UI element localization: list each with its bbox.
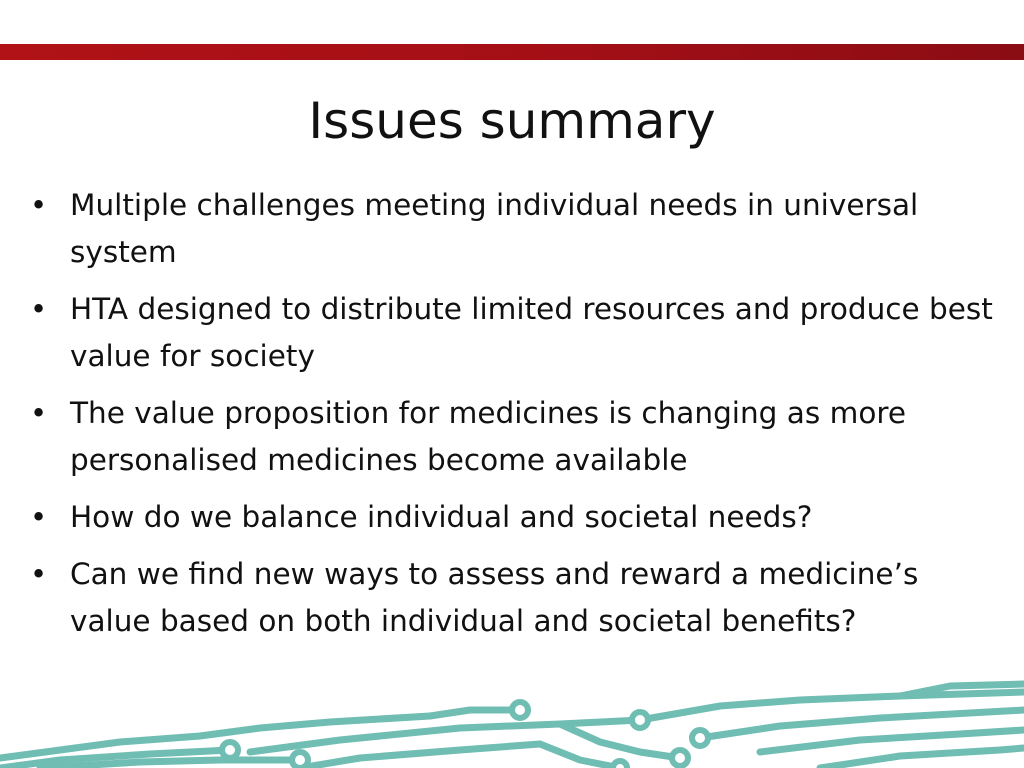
bullet-item [28, 182, 1008, 276]
bullet-text: The value proposition for medicines is changing as more personalised medicines become available [70, 396, 907, 477]
bullet-text: Multiple challenges meeting individual needs in universal system [70, 188, 919, 269]
bullet-text: How do we balance individual and societal needs? [70, 500, 813, 534]
bullet-item [28, 551, 1008, 645]
bullet-item [28, 494, 1008, 541]
bullet-marker: • [30, 557, 48, 591]
bullet-item [28, 390, 1008, 484]
bullet-marker: • [30, 500, 48, 534]
bullet-marker: • [30, 396, 48, 430]
bullet-list [28, 182, 1008, 655]
accent-bar [0, 44, 1024, 60]
bullet-text: Can we find new ways to assess and reward a medicine’s value based on both individual and societal benefits? [70, 557, 919, 638]
slide-title: Issues summary [308, 92, 716, 150]
bullet-marker: • [30, 292, 48, 326]
bullet-text: HTA designed to distribute limited resources and produce best value for society [70, 292, 993, 373]
bullet-marker: • [30, 188, 48, 222]
circuit-board-icon [0, 680, 1024, 768]
bullet-item [28, 286, 1008, 380]
